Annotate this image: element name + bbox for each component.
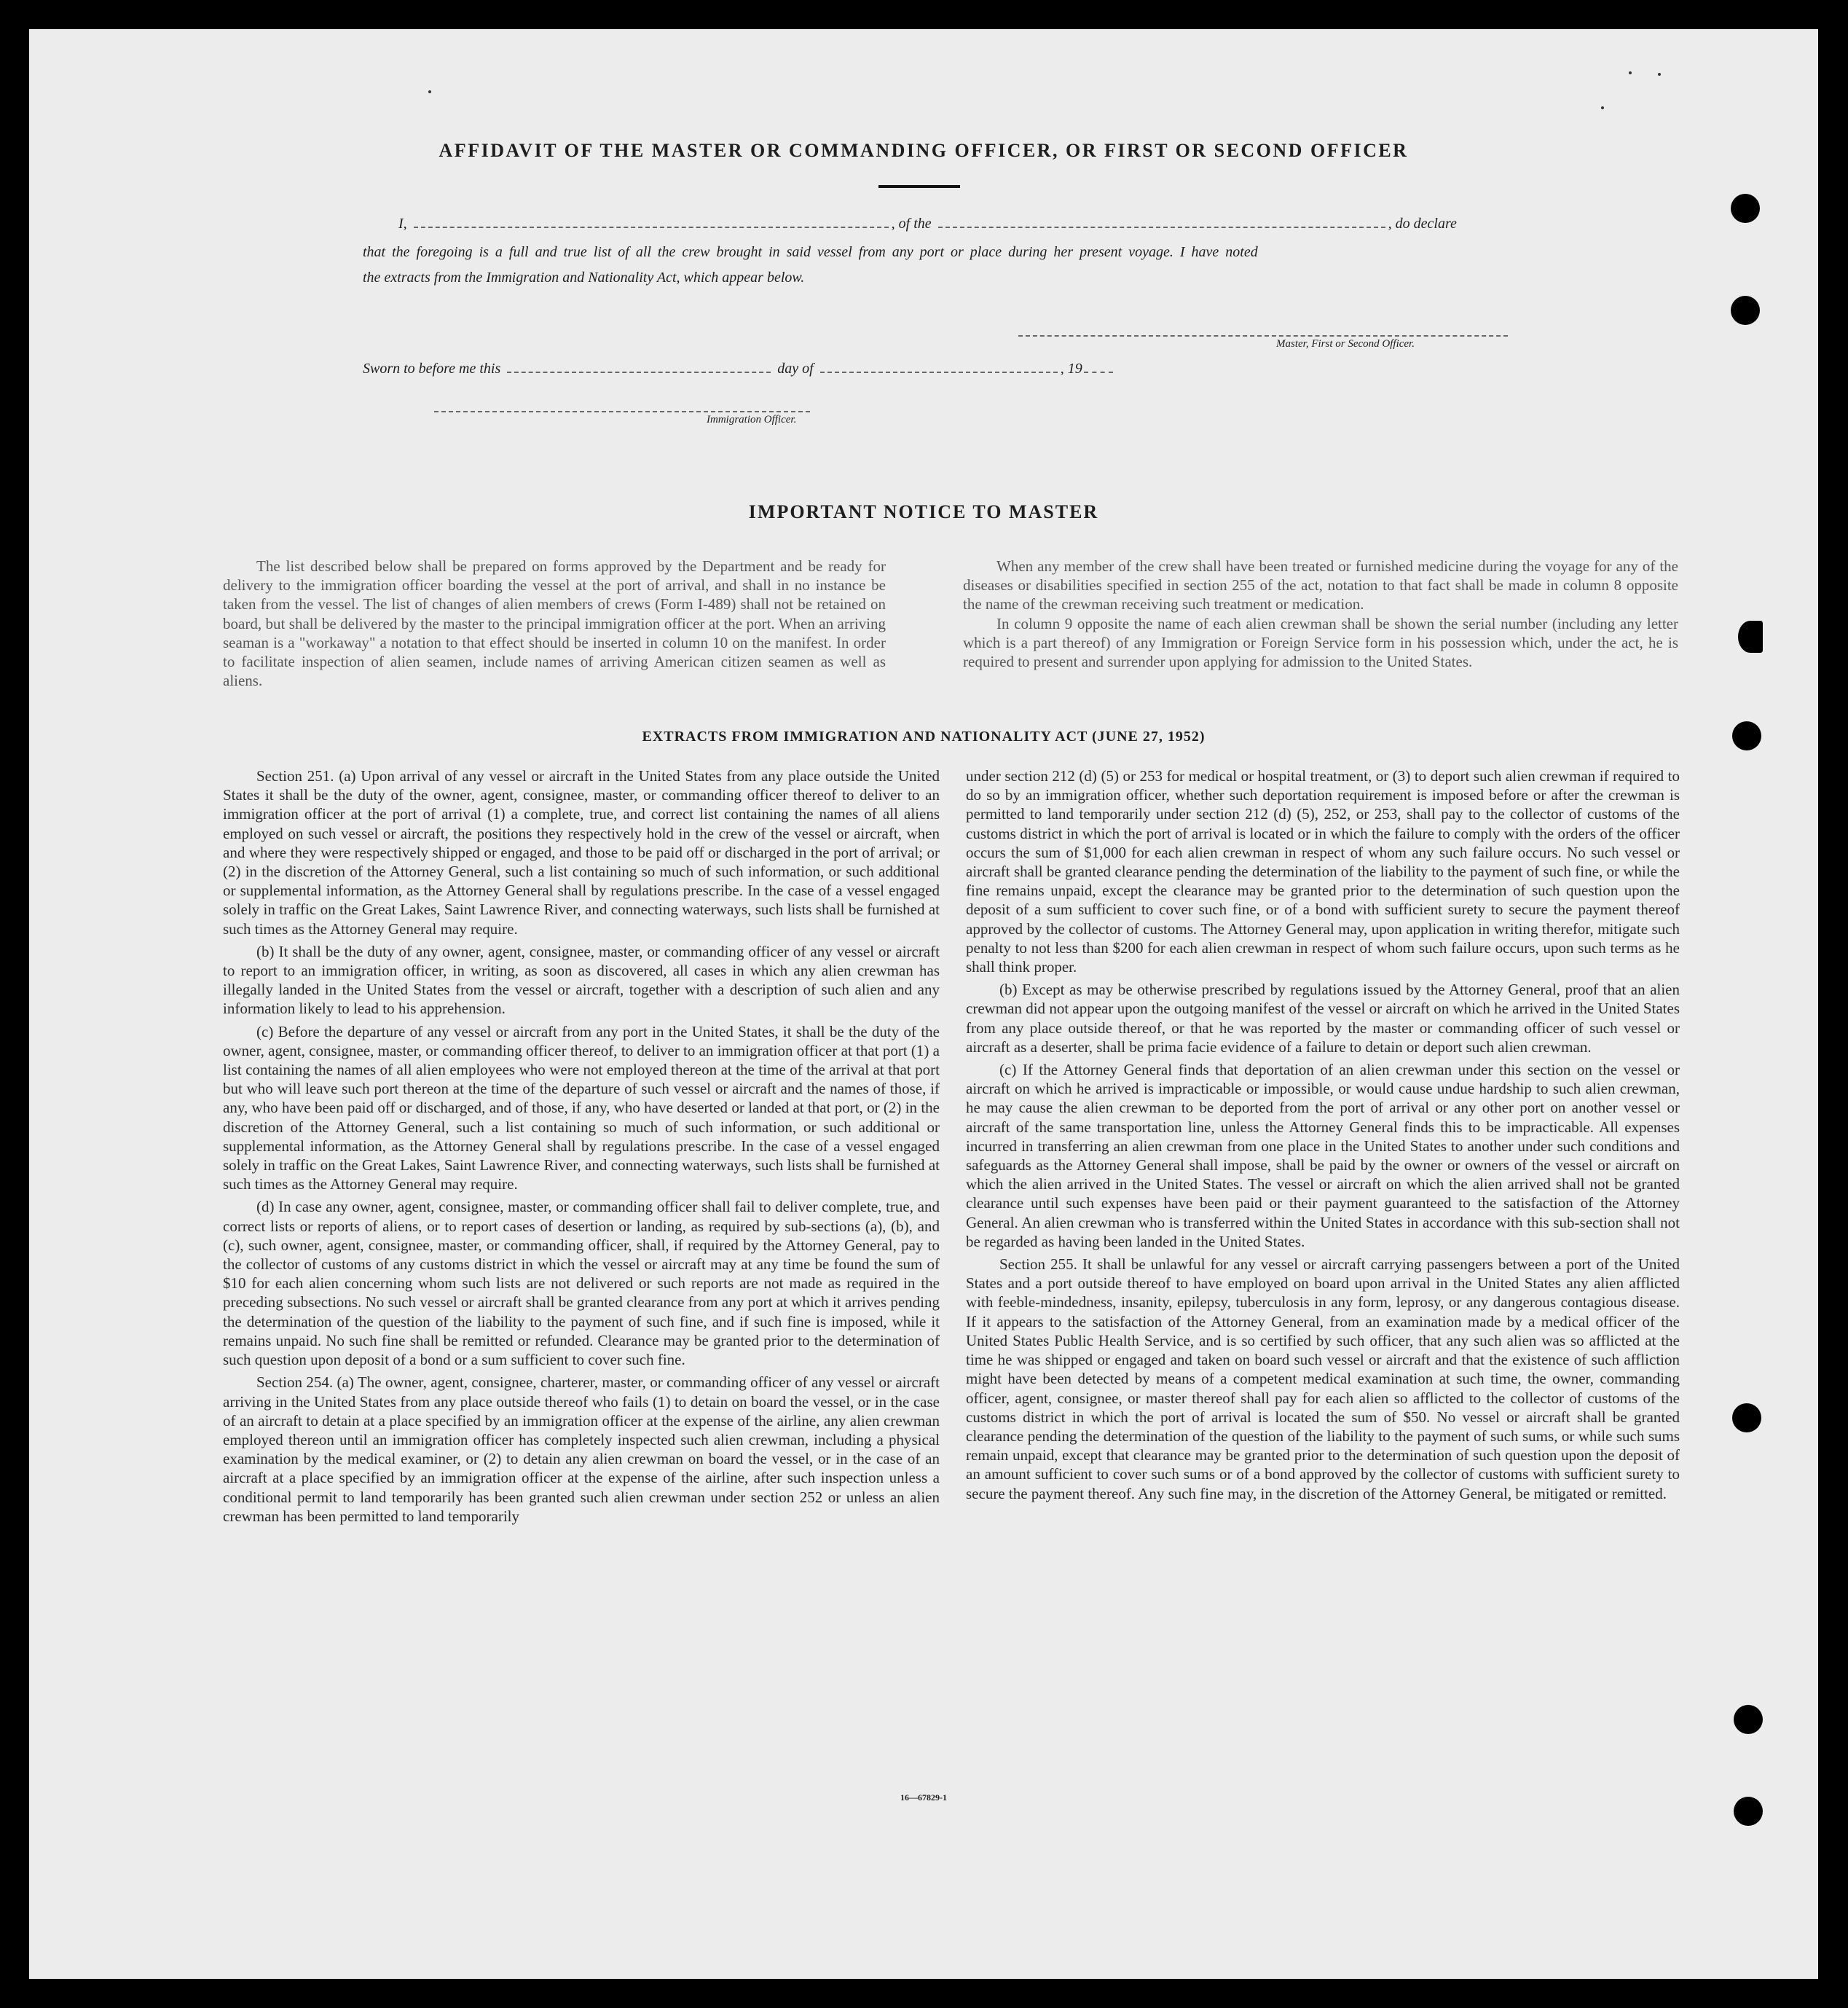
vessel-field[interactable] xyxy=(938,226,1385,228)
notice-right-text-2: In column 9 opposite the name of each alien crewman shall be shown the serial number (including any letter which is a part thereof) of any Immigration or Foreign Service form in his possession which, under the act, he is required to present and surrender upon applying for admission to the United States. xyxy=(963,614,1678,671)
master-signature-line[interactable] xyxy=(1018,335,1508,337)
immigration-officer-signature-line[interactable] xyxy=(434,411,810,412)
notice-right-text-1: When any member of the crew shall have been treated or furnished medicine during the voyage for any of the diseases or disabilities specified in section 255 of the act, notation to that fact shall be made in column 8 opposite the name of the crewman receiving such treatment or medication. xyxy=(963,557,1678,613)
notice-left-text: The list described below shall be prepared on forms approved by the Department and be ready for delivery to the immigration officer boarding the vessel at the port of arrival, and shall in no instance be taken from the vessel. The list of changes of alien members of crews (Form I-489) shall not be retained on board, but shall be delivered by the master to the principal immigration officer at the port. When an arriving seaman is a "workaway" a notation to that effect should be inserted in column 10 on the manifest. In order to facilitate inspection of alien seamen, include names of arriving American citizen seamen as well as aliens. xyxy=(223,557,886,690)
punch-hole xyxy=(1738,621,1763,653)
i-label: I, xyxy=(398,216,407,232)
form-number: 16—67829-1 xyxy=(900,1792,947,1803)
sworn-label: Sworn to before me this xyxy=(363,361,501,377)
notice-title: IMPORTANT NOTICE TO MASTER xyxy=(748,501,1099,522)
section-254-b: (b) Except as may be otherwise prescribed by regulations issued by the Attorney General, proof that an alien crewman did not appear upon the outgoing manifest of the vessel or aircraft on which he arrived in the United States from any place outside thereof, or that he was reported by the master or commanding officer of such vessel or aircraft as a deserter, shall be prima facie evidence of a failure to detain or deport such alien crewman. xyxy=(966,981,1680,1056)
do-declare-label: , do declare xyxy=(1388,216,1457,232)
declaration-line-1 xyxy=(398,216,1457,232)
sworn-month-field[interactable] xyxy=(820,371,1058,373)
punch-hole xyxy=(1732,1403,1761,1432)
section-251-c: (c) Before the departure of any vessel or aircraft from any port in the United States, it shall be the duty of the owner, agent, consignee, master, or commanding officer thereof, to deliver to an immigration officer at that port (1) a list containing the names of all alien employees who were not employed thereon at the time of the arrival at that port but who will leave such port thereon at the time of the departure of such vessel or aircraft and the names of those, if any, who have been paid off or discharged, and of those, if any, who have deserted or landed at that port, or (2) in the discretion of the Attorney General, such a list containing so much of such information, or such additional or supplemental information, as the Attorney General shall by regulations prescribe. In the case of a vessel engaged solely in traffic on the Great Lakes, Saint Lawrence River, and connecting waterways, such lists shall be furnished at such times as the Attorney General may require. xyxy=(223,1022,940,1193)
section-251-a: Section 251. (a) Upon arrival of any vessel or aircraft in the United States from any place outside the United States it shall be the duty of the owner, agent, consignee, master, or commanding officer thereof to deliver to an immigration officer at the port of arrival (1) a complete, true, and correct list containing the names of all aliens employed on such vessel or aircraft, the positions they respectively hold in the crew of the vessel or aircraft, when and where they were respectively shipped or engaged, and those to be paid off or discharged in the port of arrival; or (2) in the discretion of the Attorney General, such a list containing so much of such information, or such additional or supplemental information, as the Attorney General shall by regulations prescribe. In the case of a vessel engaged solely in traffic on the Great Lakes, Saint Lawrence River, and connecting waterways, such lists shall be furnished at such times as the Attorney General may require. xyxy=(223,767,940,938)
affidavit-title: AFFIDAVIT OF THE MASTER OR COMMANDING OFFICER, OR FIRST OR SECOND OFFICER xyxy=(439,140,1409,161)
extracts-right-column xyxy=(966,766,1680,1507)
notice-right-column xyxy=(963,557,1678,675)
speck xyxy=(428,90,431,93)
day-of-label: day of xyxy=(777,361,814,377)
of-the-label: , of the xyxy=(891,216,932,232)
section-254-a-cont: under section 212 (d) (5) or 253 for medical or hospital treatment, or (3) to deport such alien crewman if required to do so by an immigration officer, whether such deportation requirement is imposed before or after the crewman is permitted to land temporarily under section 212 (d) (5), 252, or 253, shall pay to the collector of customs of the customs district in which the port of arrival is located or in which the failure to comply with the orders of the officer occurs the sum of $1,000 for each alien crewman in respect of whom any such failure occurs. No such vessel or aircraft shall be granted clearance pending the determination of the liability to the payment of such fine, or while the fine remains unpaid, except the clearance may be granted prior to the determination of such question upon the deposit of a sum sufficient to cover such fine, or of a bond with sufficient surety to secure the payment thereof approved by the collector of customs. The Attorney General may, upon application in writing therefor, mitigate such penalty to not less than $200 for each alien crewman in respect of whom such failure occurs, upon such terms as he shall think proper. xyxy=(966,767,1680,976)
notice-left-column xyxy=(223,557,886,694)
section-254-a: Section 254. (a) The owner, agent, consignee, charterer, master, or commanding officer of any vessel or aircraft arriving in the United States from any place outside thereof who fails (1) to detain on board the vessel, or in the case of an aircraft to detain at a place specified by an immigration officer at the expense of the airline, any alien crewman employed thereon until an immigration officer has completely inspected such alien crewman, including a physical examination by the medical examiner, or (2) to detain any alien crewman on board the vessel, or in the case of an aircraft at a place specified by an immigration officer at the expense of the airline, after such inspection unless a conditional permit to land temporarily has been granted such alien crewman under section 252 or unless an alien crewman has been permitted to land temporarily xyxy=(223,1373,940,1525)
document-page xyxy=(29,29,1818,1979)
master-signature-caption: Master, First or Second Officer. xyxy=(1276,338,1415,350)
punch-hole xyxy=(1731,194,1760,223)
name-field[interactable] xyxy=(414,226,889,228)
speck xyxy=(1629,71,1632,74)
sworn-day-field[interactable] xyxy=(507,371,771,373)
section-255: Section 255. It shall be unlawful for any vessel or aircraft carrying passengers between a port of the United States and a port outside thereof to have employed on board upon arrival in the United States any alien afflicted with feeble-mindedness, insanity, epilepsy, tuberculosis in any form, leprosy, or any dangerous contagious disease. If it appears to the satisfaction of the Attorney General, from an examination made by a medical officer of the United States Public Health Service, and is so certified by such officer, that any such alien was so afflicted at the time he was shipped or engaged and taken on board such vessel or aircraft and that the existence of such affliction might have been detected by means of a competent medical examination at such time, the owner, commanding officer, agent, consignee, or master thereof shall pay for each alien so afflicted to the collector of customs of the customs district in which the port of arrival is located the sum of $50. No vessel or aircraft shall be granted clearance pending the determination of the question of the liability to the payment of such sums, or while such sums remain unpaid, except that clearance may be granted prior to the determination of such question upon the deposit of an amount sufficient to cover such sums or of a bond approved by the collector of customs with sufficient surety to secure the payment thereof. Any such fine may, in the discretion of the Attorney General, be mitigated or remitted. xyxy=(966,1255,1680,1502)
punch-hole xyxy=(1731,296,1760,325)
declaration-line-3: the extracts from the Immigration and Nationality Act, which appear below. xyxy=(363,270,805,286)
immigration-officer-caption: Immigration Officer. xyxy=(707,414,797,425)
section-254-c: (c) If the Attorney General finds that deportation of an alien crewman under this section on the vessel or aircraft on which he arrived is impracticable or impossible, or would cause undue hardship to such alien crewman, he may cause the alien crewman to be deported from the port of arrival or any other port on another vessel or aircraft of the same transportation line, unless the Attorney General finds this to be impracticable. All expenses incurred in transferring an alien crewman from one place in the United States to another under such conditions and safeguards as the Attorney General shall impose, shall be paid by the owner or owners of the vessel or aircraft on which the alien arrived in the United States. The vessel or aircraft on which the alien arrived shall not be granted clearance until such expenses have been paid or their payment guaranteed to the satisfaction of the Attorney General. An alien crewman who is transferred within the United States in accordance with this sub-section shall not be regarded as having been landed in the United States. xyxy=(966,1061,1680,1250)
extracts-title: EXTRACTS FROM IMMIGRATION AND NATIONALITY ACT (JUNE 27, 1952) xyxy=(642,729,1206,745)
extracts-left-column xyxy=(223,766,940,1529)
year-label: , 19 xyxy=(1060,361,1082,377)
speck xyxy=(1658,73,1661,76)
title-rule xyxy=(878,185,960,188)
punch-hole xyxy=(1734,1705,1763,1734)
section-251-b: (b) It shall be the duty of any owner, agent, consignee, master, or commanding officer of any vessel or aircraft to report to an immigration officer, in writing, as soon as discovered, all cases in which any alien crewman has illegally landed in the United States from the vessel or aircraft, together with a description of such alien and any information likely to lead to his apprehension. xyxy=(223,942,940,1018)
sworn-year-field[interactable] xyxy=(1084,371,1113,373)
speck xyxy=(1601,106,1604,109)
sworn-line xyxy=(363,361,1116,377)
declaration-line-2: that the foregoing is a full and true list of all the crew brought in said vessel from any port or place during her present voyage. I have noted xyxy=(363,244,1258,260)
section-251-d: (d) In case any owner, agent, consignee, master, or commanding officer shall fail to deliver complete, true, and correct lists or reports of aliens, or to report cases of desertion or landing, as required by sub-sections (a), (b), and (c), such owner, agent, consignee, master, or commanding officer, shall, if required by the Attorney General, pay to the collector of customs of any customs district in which the vessel or aircraft may at any time be found the sum of $10 for each alien concerning whom such lists are not delivered or such reports are not made as required in the preceding subsections. No such vessel or aircraft shall be granted clearance from any port at which it arrives pending the determination of the question of the liability to the payment of such fine, and if such fine is imposed, while it remains unpaid. No such fine shall be remitted or refunded. Clearance may be granted prior to the determination of such question upon deposit of a bond or a sum sufficient to cover such fine. xyxy=(223,1198,940,1369)
